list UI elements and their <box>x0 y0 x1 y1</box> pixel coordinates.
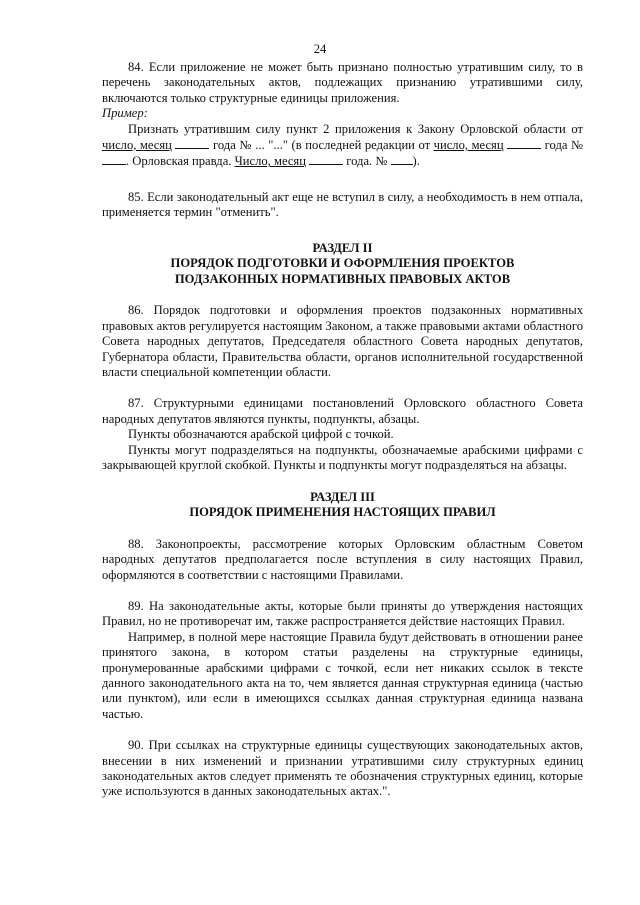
paragraph-89-example: Например, в полной мере настоящие Правила будут действовать в отношении ранее принятого закона, в котором статьи разделены на структурные единицы, пронумерованные арабскими цифрами с точкой, если нет никаких ссылок в тексте данного законодательного акта на то, чем является данная структурная единица (частью или пунктом), или если в имеющихся ссылках данная структурная единица названа частью. <box>102 629 583 721</box>
page-number: 24 <box>313 42 327 56</box>
section-3-title: РАЗДЕЛ III <box>310 489 375 504</box>
blank-line <box>309 153 343 165</box>
paragraph-88: 88. Законопроекты, рассмотрение которых Орловским областным Советом народных депутатов предполагается после вступления в силу настоящих Правил, оформляются в соответствии с настоящими Правилами. <box>102 536 583 582</box>
example-text-part: . Орловская правда. <box>126 154 235 169</box>
paragraph-90: 90. При ссылках на структурные единицы существующих законодательных актов, внесении в них изменений и признании утратившими силу структурных единиц законодательных актов следует применять те обозначения структурных единиц, которые уже используются в данных законодательных актах.". <box>102 738 583 799</box>
paragraph-87: 87. Структурными единицами постановлений Орловского областного Совета народных депутатов являются пункты, подпункты, абзацы. <box>102 396 583 426</box>
paragraph-86: 86. Порядок подготовки и оформления проектов подзаконных нормативных правовых актов регулируется настоящим Законом, а также правовыми актами областного Совета народных депутатов, Председателя областного Совета народных депутатов, Губернатора области, Правительства области, органов исполнительной государственной власти специальной компетенции области. <box>102 303 583 380</box>
paragraph-85: 85. Если законодательный акт еще не вступил в силу, а необходимость в нем отпала, применяется термин "отменить". <box>102 189 583 220</box>
blank-line <box>391 153 413 165</box>
page-content <box>102 60 583 800</box>
section-2-heading-line-1: ПОРЯДОК ПОДГОТОВКИ И ОФОРМЛЕНИЯ ПРОЕКТОВ <box>170 256 515 271</box>
blank-line <box>507 137 541 149</box>
date-placeholder: число, месяц <box>102 138 172 153</box>
example-text <box>102 122 583 170</box>
section-2-title: РАЗДЕЛ II <box>312 240 373 255</box>
example-label: Пример: <box>102 106 148 121</box>
example-text-part: Признать утратившим силу пункт 2 приложения к Закону Орловской области от <box>128 121 583 136</box>
example-text-part: года. № <box>343 154 388 169</box>
section-3-heading-line-1: ПОРЯДОК ПРИМЕНЕНИЯ НАСТОЯЩИХ ПРАВИЛ <box>189 505 496 520</box>
blank-line <box>102 153 126 165</box>
section-2-heading-line-2: ПОДЗАКОННЫХ НОРМАТИВНЫХ ПРАВОВЫХ АКТОВ <box>174 271 511 286</box>
example-text-part: года № ... "..." (в последней редакции от <box>209 138 434 153</box>
date-placeholder: число, месяц <box>433 138 504 153</box>
example-text-part: ). <box>412 154 420 169</box>
date-placeholder: Число, месяц <box>234 154 306 169</box>
example-text-part: года № <box>541 138 583 153</box>
paragraph-84: 84. Если приложение не может быть признано полностью утратившим силу, то в перечень законодательных актов, подлежащих признанию утратившими силу, включаются только структурные единицы приложения. <box>102 60 583 105</box>
paragraph-87-subpoints: Пункты могут подразделяться на подпункты, обозначаемые арабскими цифрами с закрывающей круглой скобкой. Пункты и подпункты могут подразделяться на абзацы. <box>102 442 583 473</box>
blank-line <box>175 137 209 149</box>
paragraph-89: 89. На законодательные акты, которые были приняты до утверждения настоящих Правил, но не противоречат им, также распространяется действие настоящих Правил. <box>102 598 583 629</box>
paragraph-87-points: Пункты обозначаются арабской цифрой с точкой. <box>128 427 394 442</box>
